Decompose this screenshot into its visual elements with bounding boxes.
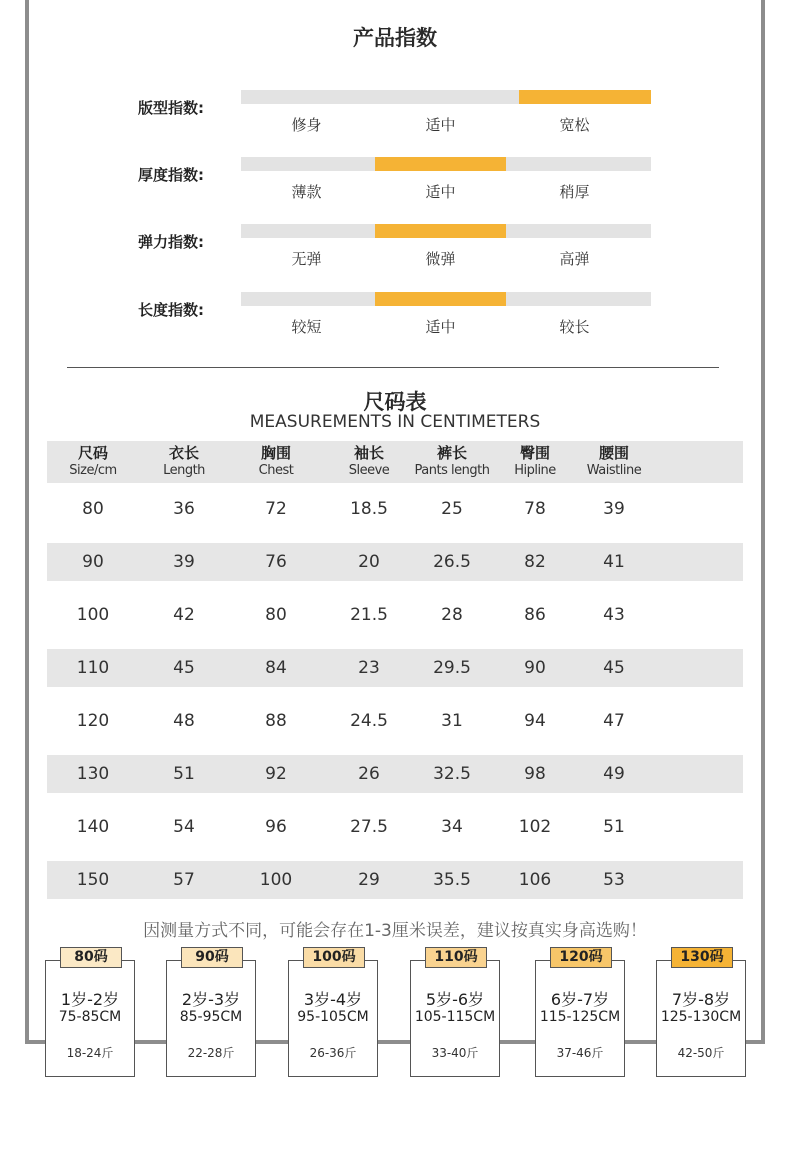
table-cell: 102 (518, 817, 552, 837)
index-option: 较短 (291, 318, 322, 336)
card-height: 85-95CM (179, 1009, 243, 1025)
frame-bottom-border (25, 1040, 765, 1044)
index-track (241, 292, 651, 306)
table-cell: 82 (524, 552, 546, 572)
table-cell: 45 (603, 658, 625, 678)
table-cell: 29 (358, 870, 380, 890)
card-weight: 37-46斤 (556, 1046, 604, 1060)
index-track (241, 224, 651, 238)
index-label: 厚度指数: (138, 166, 204, 184)
index-option: 薄款 (291, 183, 322, 201)
table-cell: 35.5 (433, 870, 471, 890)
card-age: 3岁-4岁 (303, 990, 363, 1009)
size-card (535, 960, 625, 1077)
card-age: 5岁-6岁 (425, 990, 485, 1009)
table-cell: 36 (173, 499, 195, 519)
table-cell: 54 (173, 817, 195, 837)
card-height: 105-115CM (414, 1009, 496, 1025)
table-cell: 43 (603, 605, 625, 625)
product-index-title: 产品指数 (353, 26, 437, 50)
table-cell: 80 (265, 605, 287, 625)
table-cell: 120 (76, 711, 110, 731)
index-track (241, 90, 651, 104)
index-option: 较长 (559, 318, 590, 336)
index-label: 版型指数: (138, 99, 204, 117)
table-cell: 25 (441, 499, 463, 519)
table-cell: 90 (82, 552, 104, 572)
table-cell: 106 (518, 870, 552, 890)
table-cell: 86 (524, 605, 546, 625)
card-age: 1岁-2岁 (60, 990, 120, 1009)
size-badge: 100码 (303, 947, 365, 968)
header-en: Hipline (514, 463, 556, 478)
index-selected-segment (375, 224, 506, 238)
size-chart-subtitle: MEASUREMENTS IN CENTIMETERS (249, 412, 541, 432)
table-cell: 42 (173, 605, 195, 625)
table-cell: 41 (603, 552, 625, 572)
index-selected-segment (375, 292, 506, 306)
table-cell: 34 (441, 817, 463, 837)
size-card (410, 960, 500, 1077)
table-cell: 26.5 (433, 552, 471, 572)
header-cn: 腰围 (598, 444, 629, 462)
card-height: 95-105CM (297, 1009, 369, 1025)
header-cn: 胸围 (260, 444, 291, 462)
table-header-cell (554, 445, 674, 479)
table-cell: 20 (358, 552, 380, 572)
table-row (47, 596, 743, 634)
table-cell: 130 (76, 764, 110, 784)
table-cell: 72 (265, 499, 287, 519)
size-badge: 130码 (671, 947, 733, 968)
card-weight: 26-36斤 (309, 1046, 357, 1060)
card-age: 7岁-8岁 (671, 990, 731, 1009)
card-age: 6岁-7岁 (550, 990, 610, 1009)
index-option: 适中 (425, 318, 456, 336)
header-cn: 衣长 (168, 444, 199, 462)
size-badge: 80码 (60, 947, 122, 968)
table-cell: 18.5 (350, 499, 388, 519)
index-label: 长度指数: (138, 301, 204, 319)
header-en: Sleeve (348, 463, 390, 478)
index-option: 适中 (425, 183, 456, 201)
table-cell: 23 (358, 658, 380, 678)
header-cn: 尺码 (77, 444, 108, 462)
index-option: 稍厚 (559, 183, 590, 201)
table-cell: 28 (441, 605, 463, 625)
header-cn: 袖长 (353, 444, 384, 462)
table-cell: 140 (76, 817, 110, 837)
table-cell: 110 (76, 658, 110, 678)
table-row (47, 649, 743, 687)
table-cell: 31 (441, 711, 463, 731)
size-card (656, 960, 746, 1077)
measurement-note: 因测量方式不同，可能会存在1-3厘米误差，建议按真实身高选购！ (143, 921, 647, 941)
table-cell: 45 (173, 658, 195, 678)
size-table-header (47, 441, 743, 483)
table-cell: 57 (173, 870, 195, 890)
card-weight: 42-50斤 (677, 1046, 725, 1060)
index-option: 宽松 (559, 116, 590, 134)
table-cell: 92 (265, 764, 287, 784)
table-cell: 51 (603, 817, 625, 837)
index-option: 高弹 (559, 250, 590, 268)
size-badge: 110码 (425, 947, 487, 968)
table-cell: 27.5 (350, 817, 388, 837)
table-row (47, 861, 743, 899)
table-cell: 98 (524, 764, 546, 784)
table-cell: 100 (76, 605, 110, 625)
card-weight: 22-28斤 (187, 1046, 235, 1060)
section-divider (67, 367, 719, 368)
index-selected-segment (375, 157, 506, 171)
table-cell: 94 (524, 711, 546, 731)
size-card (288, 960, 378, 1077)
table-cell: 49 (603, 764, 625, 784)
header-cn: 裤长 (436, 444, 467, 462)
header-en: Waistline (586, 463, 642, 478)
table-cell: 96 (265, 817, 287, 837)
index-selected-segment (519, 90, 651, 104)
table-cell: 76 (265, 552, 287, 572)
frame-left-border (25, 0, 29, 1043)
index-track (241, 157, 651, 171)
table-cell: 24.5 (350, 711, 388, 731)
table-cell: 39 (173, 552, 195, 572)
table-row (47, 543, 743, 581)
table-cell: 80 (82, 499, 104, 519)
card-height: 115-125CM (539, 1009, 621, 1025)
table-cell: 84 (265, 658, 287, 678)
card-height: 125-130CM (660, 1009, 742, 1025)
index-option: 无弹 (291, 250, 322, 268)
table-cell: 88 (265, 711, 287, 731)
size-chart-title: 尺码表 (363, 390, 427, 414)
table-cell: 150 (76, 870, 110, 890)
table-cell: 29.5 (433, 658, 471, 678)
size-badge: 120码 (550, 947, 612, 968)
table-row (47, 808, 743, 846)
table-cell: 100 (259, 870, 293, 890)
header-en: Pants length (414, 463, 490, 478)
card-weight: 33-40斤 (431, 1046, 479, 1060)
index-option: 修身 (291, 116, 322, 134)
table-cell: 48 (173, 711, 195, 731)
table-cell: 47 (603, 711, 625, 731)
header-en: Size/cm (69, 463, 117, 478)
table-cell: 39 (603, 499, 625, 519)
table-cell: 90 (524, 658, 546, 678)
table-cell: 26 (358, 764, 380, 784)
table-row (47, 702, 743, 740)
header-cn: 臀围 (519, 444, 550, 462)
card-age: 2岁-3岁 (181, 990, 241, 1009)
card-height: 75-85CM (58, 1009, 122, 1025)
frame-right-border (761, 0, 765, 1043)
size-badge: 90码 (181, 947, 243, 968)
table-cell: 78 (524, 499, 546, 519)
header-en: Chest (258, 463, 294, 478)
table-row (47, 490, 743, 528)
header-en: Length (163, 463, 205, 478)
table-cell: 51 (173, 764, 195, 784)
index-option: 适中 (425, 116, 456, 134)
size-card (166, 960, 256, 1077)
index-option: 微弹 (425, 250, 456, 268)
table-cell: 53 (603, 870, 625, 890)
size-card (45, 960, 135, 1077)
table-cell: 21.5 (350, 605, 388, 625)
card-weight: 18-24斤 (66, 1046, 114, 1060)
table-row (47, 755, 743, 793)
index-label: 弹力指数: (138, 233, 204, 251)
table-cell: 32.5 (433, 764, 471, 784)
